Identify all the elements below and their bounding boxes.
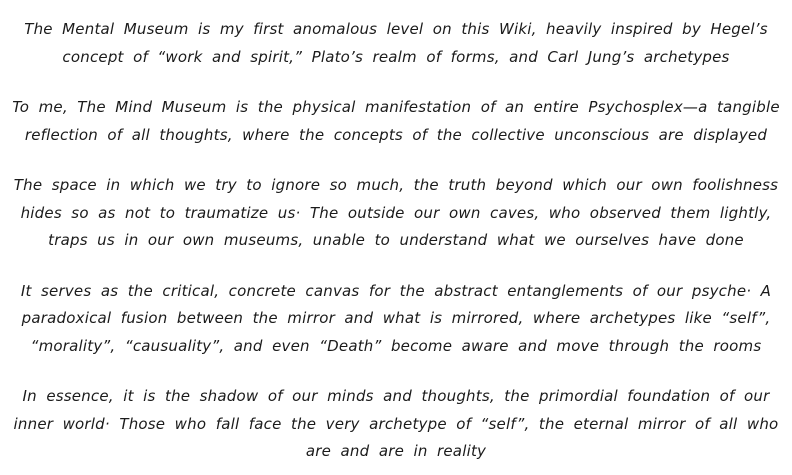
paragraph-canvas: It serves as the critical, concrete canvas for the abstract entanglements of our psyche· A paradoxical fusion between the mirror and what is mirrored, where archetypes like “self”, “morality”, “causuality”, and even “Death” become aware and move through the rooms <box>20 281 772 355</box>
paragraph-intro: The Mental Museum is my first anomalous level on this Wiki, heavily inspired by Hegel’s concept of “work and spirit,” Plato’s realm of forms, and Carl Jung’s archetypes <box>24 20 768 66</box>
paragraph-essence: In essence, it is the shadow of our minds and thoughts, the primordial foundation of our inner world· Those who fall face the very archetype of “self”, the eternal mirror of all who are and are in reality <box>13 387 779 460</box>
paragraph-space: The space in which we try to ignore so much, the truth beyond which our own foolishness hides so as not to traumatize us· The outside our own caves, who observed them lightly, traps us in our own museums, unable to understand what we ourselves have done <box>13 176 779 249</box>
paragraph-psychosplex: To me, The Mind Museum is the physical manifestation of an entire Psychosplex—a tangible reflection of all thoughts, where the concepts of the collective unconscious are displayed <box>12 98 780 144</box>
